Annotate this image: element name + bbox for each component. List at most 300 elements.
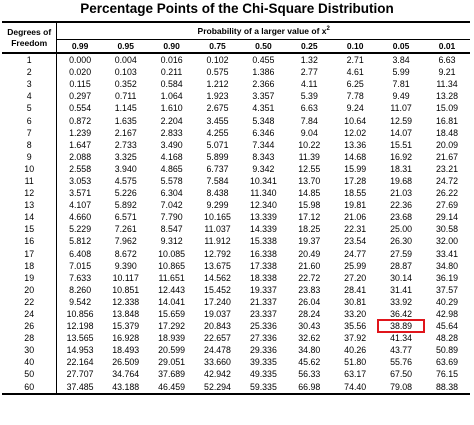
value-cell: 26.30 <box>390 236 413 247</box>
table-row <box>2 248 470 260</box>
value-cell: 48.28 <box>436 333 459 344</box>
column-header: 0.90 <box>163 40 180 51</box>
value-cell: 15.51 <box>390 139 413 150</box>
value-cell: 18.939 <box>158 333 186 344</box>
value-cell: 0.455 <box>240 53 286 66</box>
column-header: 0.99 <box>71 40 89 51</box>
value-cell: 9.390 <box>114 260 137 271</box>
value-cell: 37.92 <box>344 333 367 344</box>
value-cell: 15.452 <box>204 284 231 295</box>
value-cell: 18.55 <box>344 188 367 199</box>
value-cell: 6.737 <box>206 163 229 174</box>
value-cell: 0.016 <box>149 53 195 66</box>
value-cell: 18.493 <box>112 345 140 356</box>
table-row <box>2 78 470 90</box>
value-cell: 37.485 <box>57 381 103 394</box>
value-cell: 10.22 <box>298 139 321 150</box>
value-cell: 36.42 <box>390 309 413 320</box>
table-row <box>2 344 470 356</box>
value-cell: 1.386 <box>252 67 275 78</box>
df-cell: 2 <box>2 66 57 78</box>
value-cell: 18.48 <box>436 127 459 138</box>
value-cell: 26.22 <box>436 188 459 199</box>
value-cell: 36.19 <box>436 272 459 283</box>
value-cell: 3.490 <box>160 139 183 150</box>
value-cell: 10.64 <box>344 115 367 126</box>
value-cell: 2.088 <box>69 151 92 162</box>
table-row <box>2 151 470 163</box>
value-cell: 49.335 <box>249 369 277 380</box>
value-cell: 14.562 <box>204 272 231 283</box>
value-cell: 50.89 <box>436 345 459 356</box>
value-cell: 19.81 <box>344 200 367 211</box>
value-cell: 11.07 <box>390 103 412 114</box>
value-cell: 22.31 <box>344 224 367 235</box>
value-cell: 0.554 <box>69 103 92 114</box>
value-cell: 33.660 <box>204 357 231 368</box>
value-cell: 17.338 <box>249 260 277 271</box>
value-cell: 27.69 <box>436 200 459 211</box>
value-cell: 4.255 <box>206 127 229 138</box>
value-cell: 32.00 <box>436 236 459 247</box>
value-cell: 27.707 <box>66 369 94 380</box>
value-cell: 23.83 <box>298 284 321 295</box>
table-row <box>2 102 470 114</box>
value-cell: 3.84 <box>378 53 424 66</box>
value-cell: 26.04 <box>298 296 321 307</box>
value-cell: 5.812 <box>69 236 92 247</box>
value-cell: 7.78 <box>346 91 364 102</box>
df-cell: 3 <box>2 78 57 90</box>
value-cell: 34.80 <box>298 345 321 356</box>
value-cell: 14.68 <box>344 151 367 162</box>
value-cell: 43.77 <box>390 345 413 356</box>
value-cell: 12.198 <box>66 321 94 332</box>
value-cell: 52.294 <box>195 381 241 394</box>
value-cell: 13.339 <box>249 212 277 223</box>
value-cell: 56.33 <box>298 369 321 380</box>
value-cell: 22.657 <box>204 333 231 344</box>
value-cell: 6.304 <box>160 188 183 199</box>
value-cell: 1.610 <box>160 103 183 114</box>
value-cell: 28.41 <box>344 284 367 295</box>
table-row <box>2 163 470 175</box>
value-cell: 13.675 <box>204 260 231 271</box>
value-cell: 11.39 <box>298 151 320 162</box>
value-cell: 1.212 <box>206 79 229 90</box>
value-cell: 6.408 <box>69 248 92 259</box>
value-cell: 55.76 <box>390 357 413 368</box>
value-cell: 1.647 <box>69 139 92 150</box>
value-cell: 23.54 <box>344 236 367 247</box>
value-cell: 11.912 <box>204 236 231 247</box>
value-cell: 5.226 <box>114 188 137 199</box>
table-title: Percentage Points of the Chi-Square Distribution <box>80 1 394 16</box>
value-cell: 1.239 <box>69 127 92 138</box>
value-cell: 16.338 <box>249 248 277 259</box>
df-cell: 1 <box>2 53 57 66</box>
table-row <box>2 114 470 126</box>
column-header: 0.25 <box>301 40 318 51</box>
column-header: 0.05 <box>392 40 410 51</box>
df-cell: 9 <box>2 151 57 163</box>
column-header: 0.75 <box>209 40 226 51</box>
value-cell: 22.72 <box>298 272 321 283</box>
value-cell: 17.292 <box>158 321 186 332</box>
table-row <box>2 368 470 380</box>
value-cell: 15.338 <box>249 236 277 247</box>
table-row <box>2 332 470 344</box>
value-cell: 0.211 <box>160 67 183 78</box>
value-cell: 7.042 <box>160 200 183 211</box>
value-cell: 0.297 <box>69 91 92 102</box>
value-cell: 1.635 <box>114 115 137 126</box>
value-cell: 24.77 <box>344 248 367 259</box>
value-cell: 13.848 <box>112 309 140 320</box>
value-cell: 63.69 <box>436 357 459 368</box>
value-cell: 0.020 <box>69 67 92 78</box>
value-cell: 59.335 <box>240 381 286 394</box>
table-row <box>2 272 470 284</box>
value-cell: 24.478 <box>204 345 231 356</box>
value-cell: 30.43 <box>298 321 321 332</box>
value-cell: 34.80 <box>436 260 459 271</box>
value-cell: 3.053 <box>69 175 92 186</box>
value-cell: 30.81 <box>344 296 367 307</box>
df-cell: 12 <box>2 187 57 199</box>
value-cell: 5.229 <box>69 224 92 235</box>
value-cell: 46.459 <box>149 381 195 394</box>
value-cell: 30.14 <box>390 272 413 283</box>
value-cell: 33.41 <box>436 248 459 259</box>
value-cell: 12.59 <box>390 115 413 126</box>
value-cell: 28.24 <box>298 309 321 320</box>
table-row <box>2 260 470 272</box>
value-cell: 21.06 <box>344 212 367 223</box>
value-cell: 12.340 <box>249 200 277 211</box>
df-cell: 40 <box>2 356 57 368</box>
value-cell: 15.379 <box>112 321 140 332</box>
df-cell: 26 <box>2 320 57 332</box>
value-cell: 17.12 <box>298 212 321 223</box>
table-row <box>2 66 470 78</box>
value-cell: 0.575 <box>206 67 229 78</box>
value-cell: 1.064 <box>160 91 183 102</box>
value-cell: 10.856 <box>66 309 94 320</box>
table-row <box>2 175 470 187</box>
chi-square-table <box>2 21 470 395</box>
value-cell: 8.438 <box>206 188 229 199</box>
value-cell: 8.343 <box>252 151 275 162</box>
value-cell: 74.40 <box>332 381 378 394</box>
value-cell: 7.81 <box>392 79 410 90</box>
value-cell: 79.08 <box>378 381 424 394</box>
value-cell: 16.928 <box>112 333 140 344</box>
value-cell: 37.57 <box>436 284 459 295</box>
table-row <box>2 320 470 332</box>
value-cell: 8.672 <box>114 248 137 259</box>
value-cell: 14.953 <box>66 345 94 356</box>
value-cell: 5.348 <box>252 115 275 126</box>
value-cell: 10.851 <box>112 284 140 295</box>
value-cell: 6.25 <box>346 79 364 90</box>
value-cell: 18.338 <box>249 272 277 283</box>
value-cell: 15.99 <box>344 163 367 174</box>
value-cell: 16.92 <box>390 151 413 162</box>
value-cell: 6.63 <box>424 53 470 66</box>
df-cell: 24 <box>2 308 57 320</box>
value-cell: 33.20 <box>344 309 367 320</box>
value-cell: 24.72 <box>436 175 459 186</box>
value-cell: 16.81 <box>436 115 459 126</box>
value-cell: 63.17 <box>344 369 367 380</box>
value-cell: 21.60 <box>298 260 321 271</box>
value-cell: 37.689 <box>158 369 186 380</box>
value-cell: 8.547 <box>160 224 183 235</box>
value-cell: 9.04 <box>300 127 318 138</box>
value-cell: 9.49 <box>392 91 410 102</box>
value-cell: 29.051 <box>158 357 186 368</box>
value-cell: 0.872 <box>69 115 92 126</box>
value-cell: 25.99 <box>344 260 367 271</box>
value-cell: 11.340 <box>250 188 277 199</box>
value-cell: 1.923 <box>206 91 229 102</box>
value-cell: 22.164 <box>66 357 94 368</box>
value-cell: 20.843 <box>204 321 231 332</box>
value-cell: 5.578 <box>160 175 183 186</box>
table-row <box>2 296 470 308</box>
value-cell: 6.571 <box>114 212 137 223</box>
df-cell: 4 <box>2 90 57 102</box>
value-cell: 7.790 <box>160 212 183 223</box>
value-cell: 2.558 <box>69 163 92 174</box>
value-cell: 3.571 <box>69 188 92 199</box>
value-cell: 20.599 <box>158 345 186 356</box>
value-cell: 27.336 <box>249 333 277 344</box>
value-cell: 14.041 <box>158 296 186 307</box>
table-row <box>2 127 470 139</box>
value-cell: 9.312 <box>160 236 183 247</box>
value-cell: 27.59 <box>390 248 413 259</box>
value-cell: 7.015 <box>69 260 92 271</box>
value-cell: 9.21 <box>438 67 456 78</box>
value-cell: 18.31 <box>390 163 413 174</box>
df-cell: 8 <box>2 139 57 151</box>
value-cell: 2.366 <box>252 79 275 90</box>
df-cell: 15 <box>2 223 57 235</box>
column-header: 0.10 <box>346 40 364 51</box>
df-cell: 30 <box>2 344 57 356</box>
value-cell: 19.37 <box>298 236 321 247</box>
df-cell: 10 <box>2 163 57 175</box>
table-row <box>2 90 470 102</box>
value-cell: 43.188 <box>103 381 149 394</box>
value-cell: 22.36 <box>390 200 413 211</box>
value-cell: 8.260 <box>69 284 92 295</box>
value-cell: 40.29 <box>436 296 459 307</box>
value-cell: 12.443 <box>158 284 186 295</box>
value-cell: 2.204 <box>160 115 183 126</box>
value-cell: 40.26 <box>344 345 367 356</box>
value-cell: 10.085 <box>158 248 186 259</box>
column-header: 0.95 <box>117 40 134 51</box>
value-cell: 0.102 <box>195 53 241 66</box>
value-cell: 20.09 <box>436 139 459 150</box>
value-cell: 25.336 <box>249 321 277 332</box>
value-cell: 10.165 <box>204 212 231 223</box>
value-cell: 9.542 <box>69 296 92 307</box>
table-row <box>2 53 470 66</box>
value-cell: 21.67 <box>436 151 459 162</box>
value-cell: 11.037 <box>204 224 231 235</box>
df-cell: 16 <box>2 235 57 247</box>
value-cell: 23.68 <box>390 212 413 223</box>
value-cell: 1.32 <box>286 53 332 66</box>
value-cell: 6.63 <box>300 103 318 114</box>
value-cell: 51.80 <box>344 357 367 368</box>
df-cell: 19 <box>2 272 57 284</box>
value-cell: 7.84 <box>300 115 318 126</box>
dof-line-1: Degrees of <box>7 26 52 37</box>
value-cell: 26.509 <box>112 357 140 368</box>
value-cell: 19.037 <box>204 309 231 320</box>
value-cell: 9.24 <box>346 103 364 114</box>
value-cell: 9.299 <box>206 200 229 211</box>
value-cell: 88.38 <box>424 381 470 394</box>
value-cell: 7.344 <box>252 139 275 150</box>
value-cell: 29.14 <box>436 212 459 223</box>
value-cell: 76.15 <box>436 369 459 380</box>
value-cell: 17.28 <box>344 175 367 186</box>
value-cell: 5.899 <box>206 151 229 162</box>
value-cell: 4.61 <box>346 67 364 78</box>
df-cell: 60 <box>2 381 57 394</box>
value-cell: 7.584 <box>206 175 229 186</box>
value-cell: 11.34 <box>436 79 458 90</box>
value-cell: 15.659 <box>158 309 186 320</box>
value-cell: 7.633 <box>69 272 92 283</box>
df-cell: 6 <box>2 114 57 126</box>
value-cell: 23.337 <box>249 309 277 320</box>
value-cell: 2.733 <box>114 139 137 150</box>
value-cell: 21.337 <box>249 296 277 307</box>
value-cell: 31.41 <box>390 284 413 295</box>
value-cell: 30.58 <box>436 224 459 235</box>
value-cell: 67.50 <box>390 369 413 380</box>
value-cell: 10.117 <box>112 272 139 283</box>
value-cell: 10.341 <box>249 175 277 186</box>
value-cell: 18.25 <box>298 224 321 235</box>
value-cell: 32.62 <box>298 333 321 344</box>
value-cell: 0.000 <box>57 53 103 66</box>
value-cell: 0.711 <box>115 91 137 102</box>
value-cell: 14.339 <box>249 224 277 235</box>
value-cell: 39.335 <box>249 357 277 368</box>
value-cell: 19.337 <box>249 284 277 295</box>
df-cell: 7 <box>2 127 57 139</box>
value-cell: 33.92 <box>390 296 413 307</box>
df-cell: 22 <box>2 296 57 308</box>
value-cell: 3.325 <box>114 151 137 162</box>
value-cell: 34.764 <box>112 369 140 380</box>
value-cell: 4.168 <box>160 151 183 162</box>
value-cell: 4.351 <box>252 103 275 114</box>
table-row <box>2 381 470 394</box>
value-cell: 5.892 <box>114 200 137 211</box>
df-cell: 11 <box>2 175 57 187</box>
table-row <box>2 223 470 235</box>
value-cell: 2.71 <box>332 53 378 66</box>
df-cell: 20 <box>2 284 57 296</box>
column-header: 0.50 <box>255 40 272 51</box>
value-cell: 13.565 <box>66 333 94 344</box>
value-cell: 29.336 <box>249 345 277 356</box>
value-cell: 5.99 <box>392 67 410 78</box>
value-cell: 27.20 <box>344 272 367 283</box>
superscript: 2 <box>326 25 330 32</box>
value-cell: 0.584 <box>160 79 183 90</box>
value-cell: 12.338 <box>112 296 140 307</box>
table-row <box>2 308 470 320</box>
value-cell: 2.167 <box>114 127 137 138</box>
df-cell: 14 <box>2 211 57 223</box>
value-cell: 42.942 <box>204 369 231 380</box>
table-row <box>2 284 470 296</box>
df-cell: 50 <box>2 368 57 380</box>
value-cell: 2.77 <box>300 67 318 78</box>
value-cell: 10.865 <box>158 260 186 271</box>
value-cell: 3.357 <box>252 91 275 102</box>
value-cell: 66.98 <box>286 381 332 394</box>
value-cell: 12.55 <box>298 163 321 174</box>
value-cell: 0.004 <box>103 53 149 66</box>
value-cell: 2.833 <box>160 127 183 138</box>
df-cell: 18 <box>2 260 57 272</box>
value-cell: 0.115 <box>69 79 91 90</box>
value-cell: 42.98 <box>436 309 459 320</box>
value-cell: 11.651 <box>158 272 185 283</box>
value-cell: 45.62 <box>298 357 321 368</box>
value-cell: 5.071 <box>206 139 229 150</box>
value-cell: 23.21 <box>436 163 459 174</box>
column-header: 0.01 <box>438 40 456 51</box>
table-row <box>2 187 470 199</box>
value-cell: 12.02 <box>344 127 367 138</box>
value-cell: 45.64 <box>436 321 459 332</box>
value-cell: 13.28 <box>436 91 459 102</box>
value-cell: 3.455 <box>206 115 229 126</box>
value-cell: 0.103 <box>114 67 137 78</box>
value-cell: 15.09 <box>436 103 459 114</box>
dof-line-2: Freedom <box>11 37 48 48</box>
value-cell: 13.36 <box>344 139 367 150</box>
df-cell: 28 <box>2 332 57 344</box>
value-cell: 25.00 <box>390 224 413 235</box>
value-cell: 41.34 <box>390 333 413 344</box>
table-row <box>2 211 470 223</box>
value-cell: 19.68 <box>390 175 413 186</box>
value-cell: 4.865 <box>160 163 183 174</box>
value-cell: 4.575 <box>114 175 137 186</box>
probability-header: Probability of a larger value of $x^2$ <box>57 22 470 39</box>
df-cell: 17 <box>2 248 57 260</box>
table-row <box>2 235 470 247</box>
table-row <box>2 139 470 151</box>
value-cell: 4.11 <box>301 79 318 90</box>
value-cell: 0.352 <box>114 79 137 90</box>
value-cell: 35.56 <box>344 321 367 332</box>
table-row <box>2 199 470 211</box>
